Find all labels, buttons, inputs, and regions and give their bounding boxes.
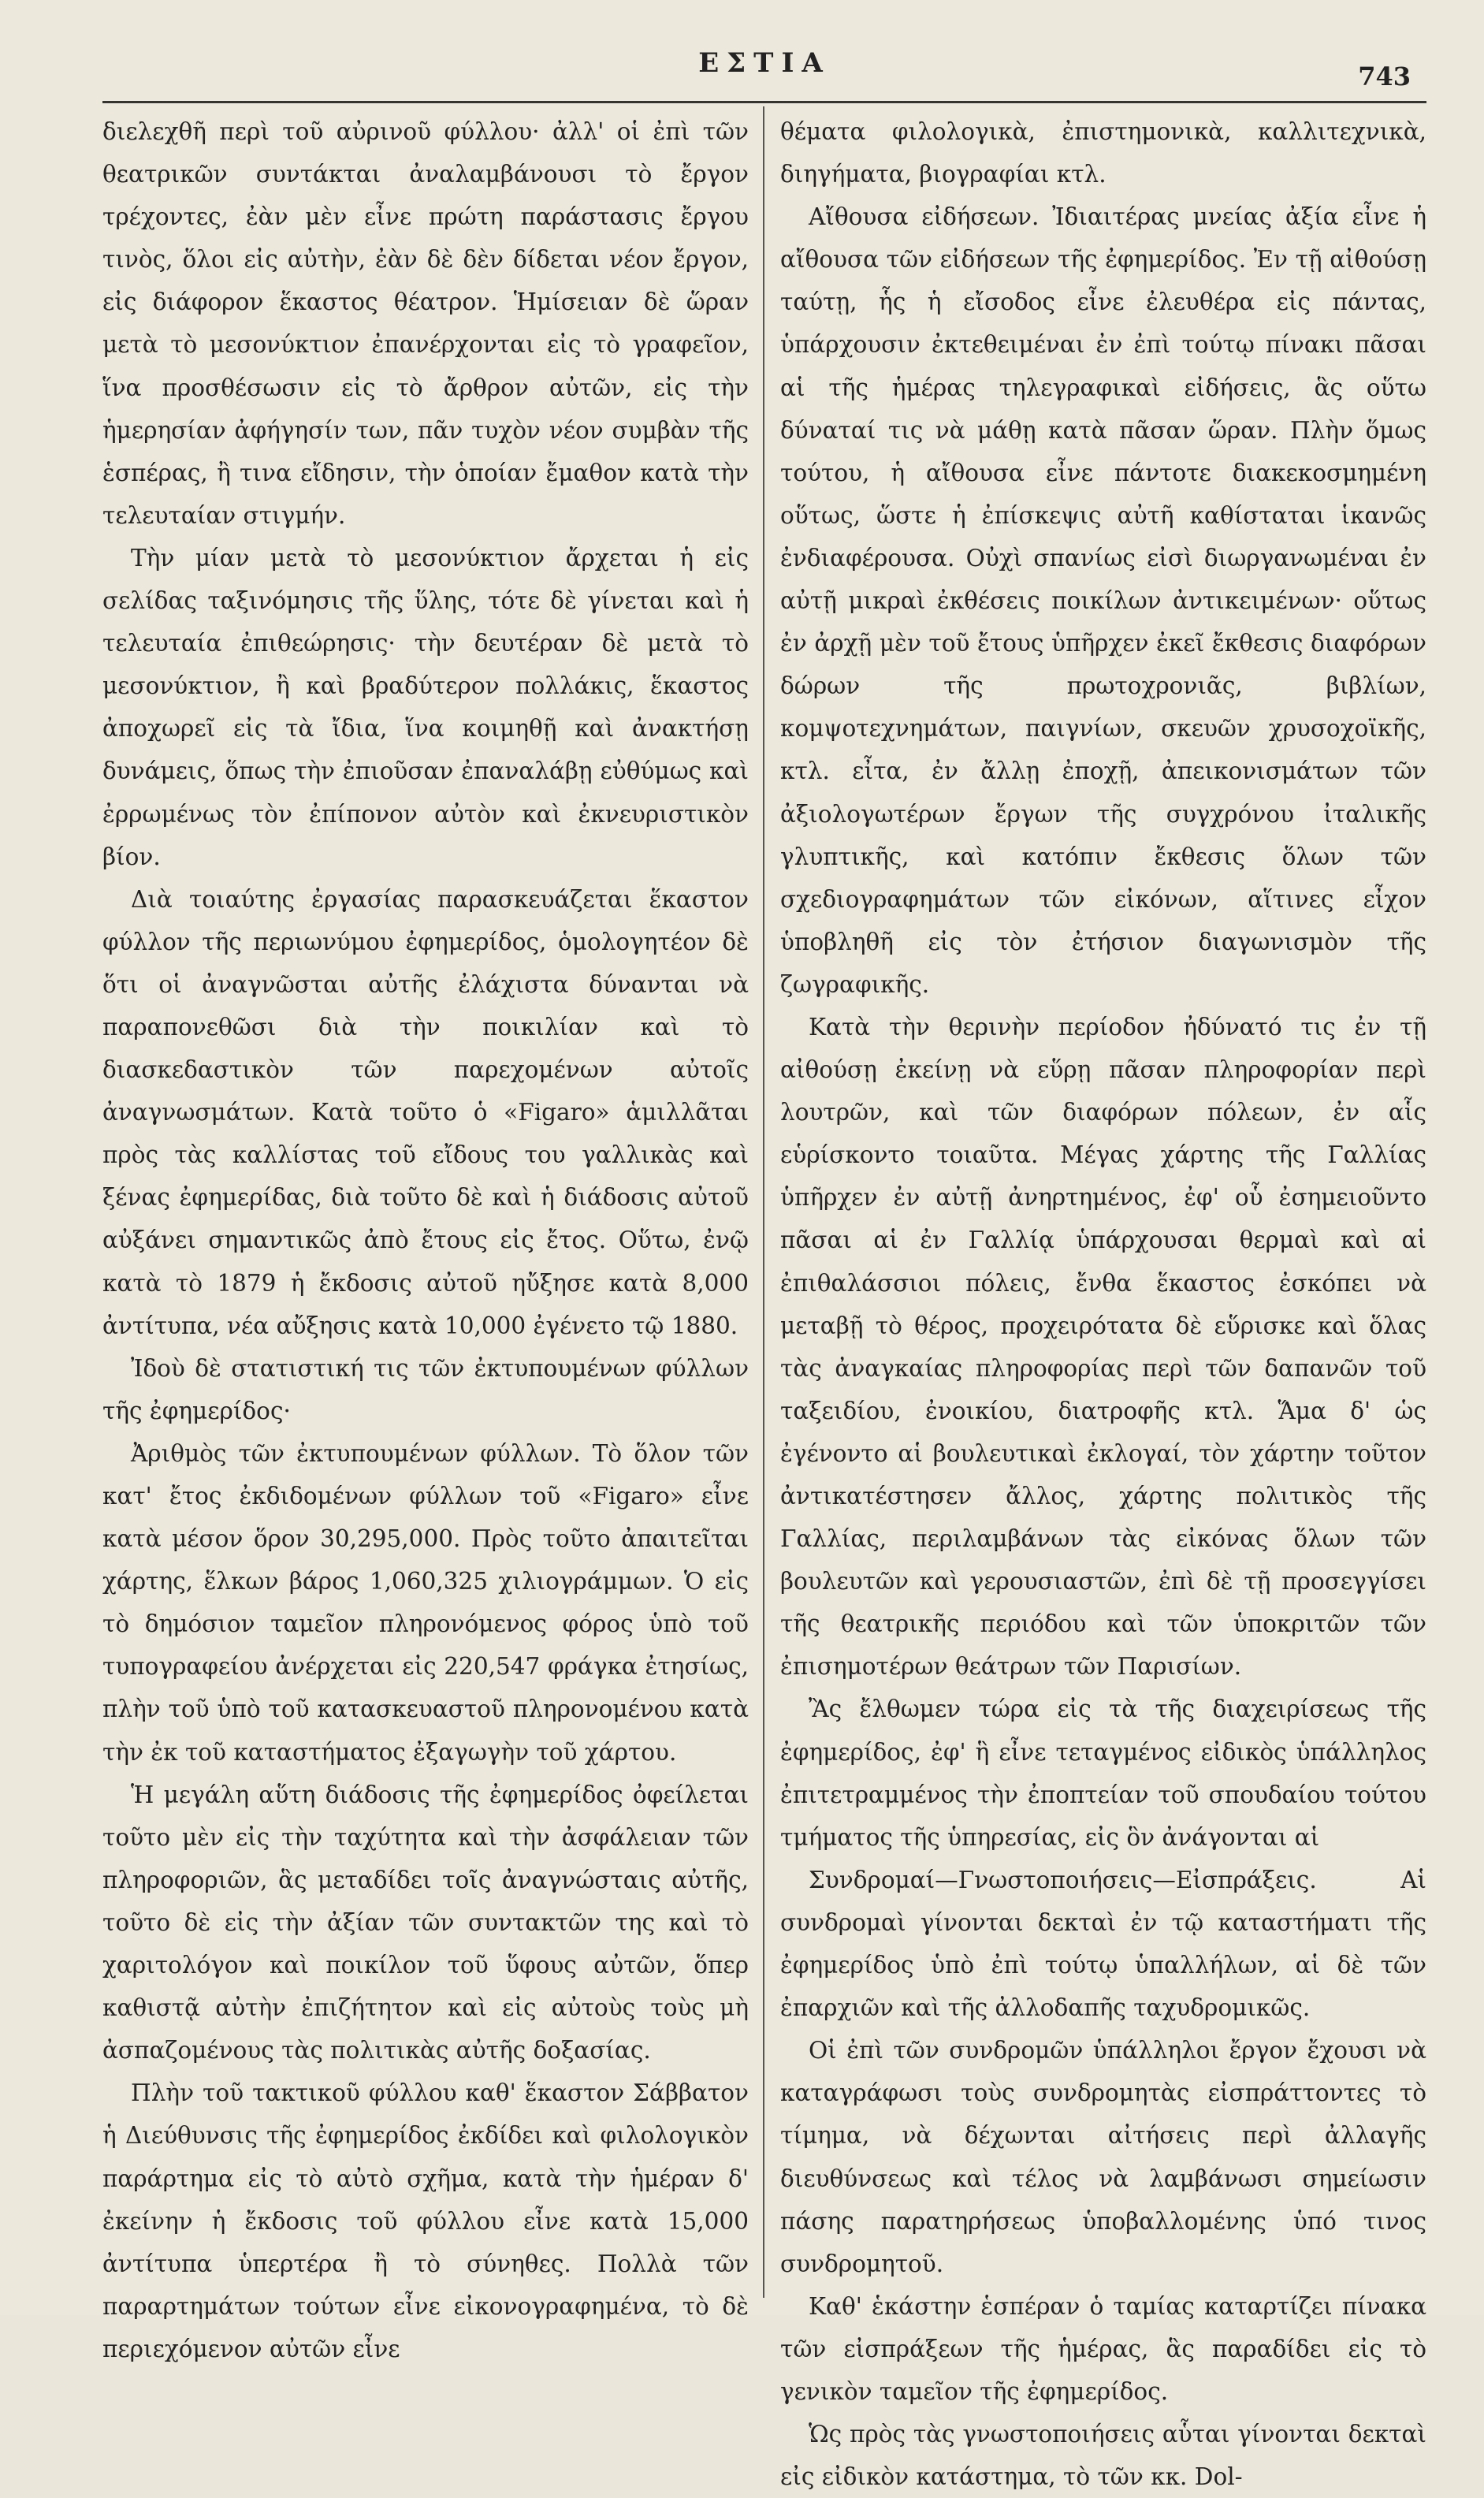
- paragraph: Ἂς ἔλθωμεν τώρα εἰς τὰ τῆς διαχειρίσεως τῆς ἐφημερίδος, ἐφ' ἣ εἶνε τεταγμένος εἰδικὸς ὑπάλληλος ἐπιτετραμμένος τὴν ἐποπτείαν τοῦ σπουδαίου τούτου τμήματος τῆς ὑπηρεσίας, εἰς ὃν ἀνάγονται αἱ: [780, 1696, 1426, 1851]
- paragraph: Ἀριθμὸς τῶν ἐκτυπουμένων φύλλων. Τὸ ὅλον τῶν κατ' ἔτος ἐκδιδομένων φύλλων τοῦ «Figaro» εἶνε κατὰ μέσον ὅρον 30,295,000. Πρὸς τοῦτο ἀπαιτεῖται χάρτης, ἕλκων βάρος 1,060,325 χιλιογράμμων. Ὁ εἰς τὸ δημόσιον ταμεῖον πληρονόμενος φόρος ὑπὸ τοῦ τυπογραφείου ἀνέρχεται εἰς 220,547 φράγκα ἐτησίως, πλὴν τοῦ ὑπὸ τοῦ κατασκευαστοῦ πληρονομένου κατὰ τὴν ἐκ τοῦ καταστήματος ἐξαγωγὴν τοῦ χάρτου.: [102, 1439, 749, 1766]
- left-column: [102, 110, 749, 2362]
- paragraph: Κατὰ τὴν θερινὴν περίοδον ἠδύνατό τις ἐν τῇ αἰθούσῃ ἐκείνῃ νὰ εὕρῃ πᾶσαν πληροφορίαν περὶ λουτρῶν, καὶ τῶν διαφόρων πόλεων, ἐν αἷς εὑρίσκοντο τοιαῦτα. Μέγας χάρτης τῆς Γαλλίας ὑπῆρχεν ἐν αὐτῇ ἀνηρτημένος, ἐφ' οὗ ἐσημειοῦντο πᾶσαι αἱ ἐν Γαλλίᾳ ὑπάρχουσαι θερμαὶ καὶ αἱ ἐπιθαλάσσιοι πόλεις, ἔνθα ἕκαστος ἐσκόπει νὰ μεταβῇ τὸ θέρος, προχειρότατα δὲ εὕρισκε καὶ ὅλας τὰς ἀναγκαίας πληροφορίας περὶ τῶν δαπανῶν τοῦ ταξειδίου, ἐνοικίου, διατροφῆς κτλ. Ἅμα δ' ὡς ἐγένοντο αἱ βουλευτικαὶ ἐκλογαί, τὸν χάρτην τοῦτον ἀντικατέστησεν ἄλλος, χάρτης πολιτικὸς τῆς Γαλλίας, περιλαμβάνων τὰς εἰκόνας ὅλων τῶν βουλευτῶν καὶ γερουσιαστῶν, ἐπὶ δὲ τῇ προσεγγίσει τῆς θεατρικῆς περιόδου καὶ τῶν ὑποκριτῶν τῶν ἐπισημοτέρων θεάτρων τῶν Παρισίων.: [780, 1013, 1426, 1681]
- paragraph: Συνδρομαί—Γνωστοποιήσεις—Εἰσπράξεις. Αἱ συνδρομαὶ γίνονται δεκταὶ ἐν τῷ καταστήματι τῆς ἐφημερίδος ὑπὸ ἐπὶ τούτῳ ὑπαλλήλων, αἱ δὲ τῶν ἐπαρχιῶν καὶ τῆς ἀλλοδαπῆς ταχυδρομικῶς.: [780, 1866, 1426, 2022]
- journal-title: ΕΣΤΙΑ: [698, 47, 831, 79]
- page-header: [102, 32, 1426, 102]
- paragraph: Τὴν μίαν μετὰ τὸ μεσονύκτιον ἄρχεται ἡ εἰς σελίδας ταξινόμησις τῆς ὕλης, τότε δὲ γίνεται καὶ ἡ τελευταία ἐπιθεώρησις· τὴν δευτέραν δὲ μετὰ τὸ μεσονύκτιον, ἢ καὶ βραδύτερον πολλάκις, ἕκαστος ἀποχωρεῖ εἰς τὰ ἴδια, ἵνα κοιμηθῇ καὶ ἀνακτήσῃ δυνάμεις, ὅπως τὴν ἐπιοῦσαν ἐπαναλάβῃ εὐθύμως καὶ ἐρρωμένως τὸν ἐπίπονον αὐτὸν καὶ ἐκνευριστικὸν βίον.: [102, 544, 749, 870]
- paragraph: Ὡς πρὸς τὰς γνωστοποιήσεις αὗται γίνονται δεκταὶ εἰς εἰδικὸν κατάστημα, τὸ τῶν κκ. Dol-: [780, 2421, 1426, 2491]
- paragraph: Ἰδοὺ δὲ στατιστική τις τῶν ἐκτυπουμένων φύλλων τῆς ἐφημερίδος·: [102, 1354, 749, 1424]
- column-divider: [763, 106, 764, 2298]
- page-number: 743: [1358, 61, 1411, 91]
- paragraph: διελεχθῆ περὶ τοῦ αὐρινοῦ φύλλου· ἀλλ' οἱ ἐπὶ τῶν θεατρικῶν συντάκται ἀναλαμβάνουσι τὸ ἔργον τρέχοντες, ἐὰν μὲν εἶνε πρώτη παράστασις ἔργου τινὸς, ὅλοι εἰς αὐτὴν, ἐὰν δὲ δὲν δίδεται νέον ἔργον, εἰς διάφορον ἕκαστος θέατρον. Ἡμίσειαν δὲ ὥραν μετὰ τὸ μεσονύκτιον ἐπανέρχονται εἰς τὸ γραφεῖον, ἵνα προσθέσωσιν εἰς τὸ ἄρθρον αὐτῶν, εἰς τὴν ἡμερησίαν ἀφήγησίν των, πᾶν τυχὸν νέον συμβὰν τῆς ἑσπέρας, ἢ τινα εἴδησιν, τὴν ὁποίαν ἔμαθον κατὰ τὴν τελευταίαν στιγμήν.: [102, 118, 749, 529]
- paragraph: Οἱ ἐπὶ τῶν συνδρομῶν ὑπάλληλοι ἔργον ἔχουσι νὰ καταγράφωσι τοὺς συνδρομητὰς εἰσπράττοντες τὸ τίμημα, νὰ δέχωνται αἰτήσεις περὶ ἀλλαγῆς διευθύνσεως καὶ τέλος νὰ λαμβάνωσι σημείωσιν πάσης παρατηρήσεως ὑποβαλλομένης ὑπό τινος συνδρομητοῦ.: [780, 2037, 1426, 2277]
- right-column: [780, 110, 1426, 2491]
- header-rule: [102, 101, 1426, 103]
- paragraph: Πλὴν τοῦ τακτικοῦ φύλλου καθ' ἕκαστον Σάββατον ἡ Διεύθυνσις τῆς ἐφημερίδος ἐκδίδει καὶ φιλολογικὸν παράρτημα εἰς τὸ αὐτὸ σχῆμα, κατὰ τὴν ἡμέραν δ' ἐκείνην ἡ ἔκδοσις τοῦ φύλλου εἶνε κατὰ 15,000 ἀντίτυπα ὑπερτέρα ἢ τὸ σύνηθες. Πολλὰ τῶν παραρτημάτων τούτων εἶνε εἰκονογραφημένα, τὸ δὲ περιεχόμενον αὐτῶν εἶνε: [102, 2079, 749, 2362]
- paragraph: Καθ' ἑκάστην ἑσπέραν ὁ ταμίας καταρτίζει πίνακα τῶν εἰσπράξεων τῆς ἡμέρας, ἃς παραδίδει εἰς τὸ γενικὸν ταμεῖον τῆς ἐφημερίδος.: [780, 2292, 1426, 2405]
- paragraph: θέματα φιλολογικὰ, ἐπιστημονικὰ, καλλιτεχνικὰ, διηγήματα, βιογραφίαι κτλ.: [780, 118, 1426, 188]
- paragraph: Διὰ τοιαύτης ἐργασίας παρασκευάζεται ἕκαστον φύλλον τῆς περιωνύμου ἐφημερίδος, ὁμολογητέον δὲ ὅτι οἱ ἀναγνῶσται αὐτῆς ἐλάχιστα δύνανται νὰ παραπονεθῶσι διὰ τὴν ποικιλίαν καὶ τὸ διασκεδαστικὸν τῶν παρεχομένων αὐτοῖς ἀναγνωσμάτων. Κατὰ τοῦτο ὁ «Figaro» ἁμιλλᾶται πρὸς τὰς καλλίστας τοῦ εἴδους του γαλλικὰς καὶ ξένας ἐφημερίδας, διὰ τοῦτο δὲ καὶ ἡ διάδοσις αὐτοῦ αὐξάνει σημαντικῶς ἀπὸ ἔτους εἰς ἔτος. Οὕτω, ἐνῷ κατὰ τὸ 1879 ἡ ἔκδοσις αὐτοῦ ηὔξησε κατὰ 8,000 ἀντίτυπα, νέα αὔξησις κατὰ 10,000 ἐγένετο τῷ 1880.: [102, 885, 749, 1339]
- paragraph: Αἴθουσα εἰδήσεων. Ἰδιαιτέρας μνείας ἀξία εἶνε ἡ αἴθουσα τῶν εἰδήσεων τῆς ἐφημερίδος. Ἐν τῇ αἰθούσῃ ταύτῃ, ἧς ἡ εἴσοδος εἶνε ἐλευθέρα εἰς πάντας, ὑπάρχουσιν ἐκτεθειμέναι ἐν ἐπὶ τούτῳ πίνακι πᾶσαι αἱ τῆς ἡμέρας τηλεγραφικαὶ εἰδήσεις, ἃς οὕτω δύναταί τις νὰ μάθῃ κατὰ πᾶσαν ὥραν. Πλὴν ὅμως τούτου, ἡ αἴθουσα εἶνε πάντοτε διακεκοσμημένη οὕτως, ὥστε ἡ ἐπίσκεψις αὐτῆ καθίσταται ἱκανῶς ἐνδιαφέρουσα. Οὐχὶ σπανίως εἰσὶ διωργανωμέναι ἐν αὐτῇ μικραὶ ἐκθέσεις ποικίλων ἀντικειμένων· οὕτως ἐν ἀρχῇ μὲν τοῦ ἔτους ὑπῆρχεν ἐκεῖ ἔκθεσις διαφόρων δώρων τῆς πρωτοχρονιᾶς, βιβλίων, κομψοτεχνημάτων, παιγνίων, σκευῶν χρυσοχοϊκῆς, κτλ. εἶτα, ἐν ἄλλῃ ἐποχῇ, ἀπεικονισμάτων τῶν ἀξιολογωτέρων ἔργων τῆς συγχρόνου ἰταλικῆς γλυπτικῆς, καὶ κατόπιν ἔκθεσις ὅλων τῶν σχεδιογραφημάτων τῶν εἰκόνων, αἵτινες εἶχον ὑποβληθῆ εἰς τὸν ἐτήσιον διαγωνισμὸν τῆς ζωγραφικῆς.: [780, 203, 1426, 998]
- paragraph: Ἡ μεγάλη αὕτη διάδοσις τῆς ἐφημερίδος ὀφείλεται τοῦτο μὲν εἰς τὴν ταχύτητα καὶ τὴν ἀσφάλειαν τῶν πληροφοριῶν, ἃς μεταδίδει τοῖς ἀναγνώσταις αὐτῆς, τοῦτο δὲ εἰς τὴν ἀξίαν τῶν συντακτῶν της καὶ τὸ χαριτολόγον καὶ ποικίλον τοῦ ὕφους αὐτῶν, ὅπερ καθιστᾷ αὐτὴν ἐπιζήτητον καὶ εἰς αὐτοὺς τοὺς μὴ ἀσπαζομένους τὰς πολιτικὰς αὐτῆς δοξασίας.: [102, 1781, 749, 2064]
